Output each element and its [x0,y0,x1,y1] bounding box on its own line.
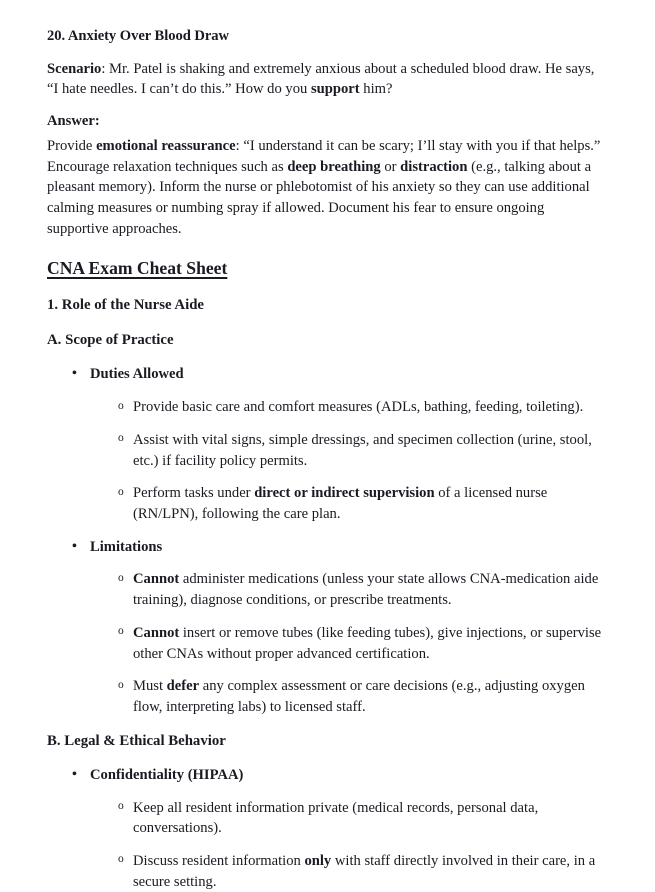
limitation-text-3: any complex assessment or care decisions (e.g., adjusting oxygen flow, interpreting labs) to licensed staff. [133,678,585,715]
confidentiality-sublist [90,798,608,892]
scenario-text-part-2: him? [360,81,393,97]
bullet-hollow-icon: o [118,851,124,869]
duties-allowed-sublist [90,397,608,525]
bullet-hollow-icon: o [118,570,124,588]
bullet-hollow-icon: o [118,398,124,416]
limitation-text-2: insert or remove tubes (like feeding tubes), give injections, or supervise other CNAs without proper advanced certification. [133,625,601,662]
limitation-text-1: administer medications (unless your state allows CNA-medication aide training), diagnose conditions, or prescribe treatments. [133,571,598,608]
list-item [90,483,608,524]
bullet-hollow-icon: o [118,484,124,502]
duty-text-2: Assist with vital signs, simple dressings, and specimen collection (urine, stool, etc.) if facility policy permits. [133,432,592,469]
bullet-confidentiality [47,765,608,892]
list-item [90,676,608,717]
subsection-heading-a: A. Scope of Practice [47,330,608,351]
bullet-duties-allowed [47,364,608,524]
bullet-hollow-icon: o [118,623,124,641]
duty-text-3-post: of a licensed nurse (RN/LPN), following the care plan. [133,485,547,522]
list-item [90,798,608,839]
legal-ethical-list [47,765,608,892]
question-heading: 20. Anxiety Over Blood Draw [47,26,608,47]
duty-text-3-pre: Perform tasks under [133,485,254,501]
limitation-bold-1: Cannot [133,571,179,587]
confidentiality-bold-2: only [304,853,331,869]
list-item [90,851,608,892]
bullet-filled-icon: • [72,364,77,384]
scope-of-practice-list [47,364,608,717]
answer-text-part-2: : “I understand it can be scary; I’ll stay with you if that helps.” Encourage relaxation techniques such as [47,138,600,175]
answer-text-part-1: Provide [47,138,96,154]
confidentiality-text-1: Keep all resident information private (medical records, personal data, conversations). [133,800,538,837]
limitation-bold-3: defer [167,678,199,694]
limitation-bold-2: Cannot [133,625,179,641]
section-heading-1: 1. Role of the Nurse Aide [47,295,608,316]
answer-bold-distraction: distraction [400,159,467,175]
scenario-label: Scenario [47,61,101,77]
confidentiality-text-2: with staff directly involved in their care, in a secure setting. [133,853,595,890]
answer-label [47,111,608,132]
subsection-heading-b: B. Legal & Ethical Behavior [47,731,608,752]
answer-label-text: Answer: [47,113,100,129]
confidentiality-text-2-pre: Discuss resident information [133,853,304,869]
list-item [90,430,608,471]
bullet-filled-icon: • [72,537,77,557]
bullet-duties-allowed-label: Duties Allowed [90,366,184,382]
scenario-text-part-1: : Mr. Patel is shaking and extremely anxious about a scheduled blood draw. He says, “I hate needles. I can’t do this.” How do you [47,61,594,98]
bullet-hollow-icon: o [118,430,124,448]
bullet-limitations-label: Limitations [90,539,162,555]
scenario-paragraph [47,59,608,100]
limitation-text-3-pre: Must [133,678,167,694]
answer-text-part-4: (e.g., talking about a pleasant memory). Inform the nurse or phlebotomist of his anxiety so they can use additional calming measures or numbing spray if allowed. Document his fear to ensure ongoing supportive approaches. [47,159,591,237]
answer-paragraph [47,136,608,240]
duty-text-1: Provide basic care and comfort measures (ADLs, bathing, feeding, toileting). [133,399,583,415]
bullet-confidentiality-label: Confidentiality (HIPAA) [90,767,243,783]
document-body [47,26,608,892]
scenario-bold-support: support [311,81,360,97]
cheat-sheet-title: CNA Exam Cheat Sheet [47,256,608,281]
limitations-sublist [90,569,608,717]
answer-bold-deep-breathing: deep breathing [287,159,380,175]
bullet-limitations [47,537,608,718]
list-item [90,569,608,610]
list-item [90,623,608,664]
bullet-hollow-icon: o [118,677,124,695]
answer-bold-emotional-reassurance: emotional reassurance [96,138,236,154]
list-item [90,397,608,418]
duty-text-3-bold: direct or indirect supervision [254,485,434,501]
bullet-filled-icon: • [72,765,77,785]
answer-text-part-3: or [381,159,400,175]
bullet-hollow-icon: o [118,798,124,816]
